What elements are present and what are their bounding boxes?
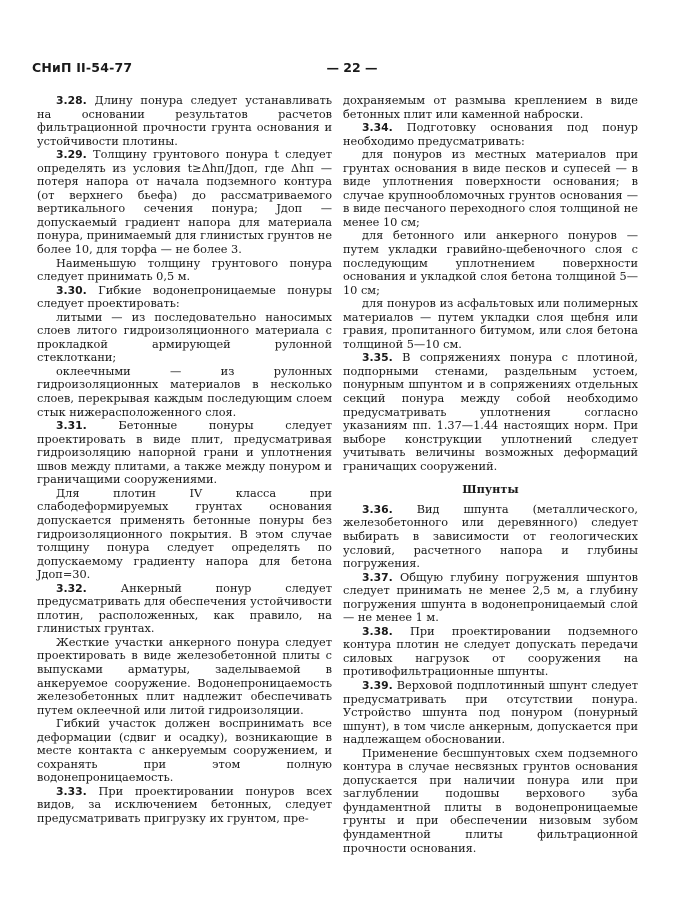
paragraph-text: Подготовку основания под понур необходимо предусматривать: [343, 121, 638, 148]
clause-number: 3.35. [362, 351, 393, 365]
paragraph-text: оклеечными — из рулонных гидроизоляционных материалов в несколько слоев, перекрывая каждым последующим слоем стык нижерасположенного слоя. [37, 364, 332, 419]
paragraph [343, 229, 638, 297]
section-heading: Шпунты [462, 482, 519, 497]
paragraph-text: Длину понура следует устанавливать на основании результатов расчетов фильтрационной прочности грунта основания и устойчивости плотины. [37, 94, 332, 148]
paragraph [37, 636, 332, 717]
clause-paragraph [343, 351, 638, 473]
left-column [37, 94, 332, 826]
clause-number: 3.32. [56, 581, 87, 595]
paragraph [37, 487, 332, 582]
clause-number: 3.29. [56, 148, 87, 162]
paragraph [37, 257, 332, 284]
clause-number: 3.38. [362, 624, 393, 638]
paragraph [343, 747, 638, 855]
paragraph-text: литыми — из последовательно наносимых слоев литого гидроизоляционного материала с прокладкой армирующей рулонной стеклоткани; [37, 310, 332, 365]
paragraph-text: В сопряжениях понура с плотиной, подпорными стенами, раздельным устоем, понурным шпунтом и в сопряжениях отдельных секций понура между собой необходимо предусматривать уплотнения согласно указаниям пп. 1.37—1.44 настоящих норм. При выборе конструкции уплотнений следует учитывать величины возможных деформаций граничащих сооружений. [343, 351, 638, 473]
right-column [343, 94, 638, 855]
clause-number: 3.30. [56, 283, 87, 297]
paragraph-text: для понуров из асфальтовых или полимерных материалов — путем укладки слоя щебня или гравия, пропитанного битумом, или слоя бетона толщиной 5—10 см. [343, 297, 638, 351]
paragraph [37, 365, 332, 419]
clause-paragraph [343, 625, 638, 679]
paragraph-text: Верховой подплотинный шпунт следует предусматривать при отсутствии понура. Устройство шпунта под понуром (понурный шпунт), в том числе анкерным, допускается при надлежащем обосновании. [343, 678, 638, 747]
page-number: — 22 — [326, 60, 378, 75]
clause-paragraph [37, 785, 332, 826]
paragraph-text: При проектировании подземного контура плотин не следует допускать передачи силовых нагрузок от сооружения на противофильтрационные шпунты. [343, 624, 638, 679]
clause-number: 3.37. [362, 570, 393, 584]
paragraph-text: Для плотин IV класса при слабодеформируемых грунтах основания допускается применять бетонные понуры без гидроизоляционного покрытия. В этом случае толщину понура следует определять по допускаемому градиенту напора для бетона Jдоп=30. [37, 486, 332, 582]
paragraph-text: Гибкий участок должен воспринимать все деформации (сдвиг и осадку), возникающие в месте контакта с анкеруемым сооружением, и сохранять при этом полную водонепроницаемость. [37, 717, 332, 785]
paragraph [37, 717, 332, 785]
paragraph-text: Анкерный понур следует предусматривать для обеспечения устойчивости плотин, расположенных, как правило, на глинистых грунтах. [37, 581, 332, 636]
document-code: СНиП II-54-77 [32, 60, 133, 75]
clause-number: 3.31. [56, 419, 87, 433]
clause-paragraph [37, 148, 332, 256]
paragraph [37, 311, 332, 365]
clause-number: 3.34. [362, 121, 393, 135]
paragraph-text: Бетонные понуры следует проектировать в виде плит, предусматривая гидроизоляцию напорной грани и уплотнения швов между плитами, а также между понуром и граничащими сооружениями. [37, 419, 332, 487]
clause-paragraph [37, 284, 332, 311]
paragraph-text: Толщину грунтового понура t следует определять из условия t≥Δhп/Jдоп, где Δhп — потеря напора от начала подземного контура (от верхнего бьефа) до рассматриваемого вертикального сечения понура; Jдоп — допускаемый градиент напора для материала понура, принимаемый для глинистых грунтов не более 10, для торфа — не более 3. [37, 148, 332, 257]
clause-number: 3.28. [56, 94, 87, 107]
paragraph-text: Жесткие участки анкерного понура следует проектировать в виде железобетонной плиты с выпусками арматуры, заделываемой в анкеруемое сооружение. Водонепроницаемость железобетонных плит надлежит обеспечивать путем оклеечной или литой гидроизоляции. [37, 635, 332, 717]
clause-paragraph [343, 679, 638, 747]
paragraph-text: Наименьшую толщину грунтового понура следует принимать 0,5 м. [37, 256, 332, 284]
paragraph [343, 148, 638, 229]
paragraph [343, 94, 638, 121]
paragraph-text: для понуров из местных материалов при грунтах основания в виде песков и супесей — в виде уплотнения поверхности основания; в случае крупнообломочных грунтов основания — в виде песчаного переходного слоя толщиной не менее 10 см; [343, 148, 638, 229]
page-header [32, 60, 644, 80]
clause-paragraph [37, 94, 332, 148]
paragraph-text: для бетонного или анкерного понуров — путем укладки гравийно-щебеночного слоя с последующим уплотнением поверхности основания и укладкой слоя бетона толщиной 5—10 см; [343, 229, 638, 297]
clause-paragraph [37, 582, 332, 636]
clause-paragraph [343, 571, 638, 625]
clause-number: 3.33. [56, 784, 87, 798]
paragraph-text: Гибкие водонепроницаемые понуры следует проектировать: [37, 283, 332, 311]
clause-paragraph [37, 419, 332, 487]
paragraph-text: Вид шпунта (металлического, железобетонного или деревянного) следует выбирать в зависимости от геологических условий, расчетного напора и глубины погружения. [343, 502, 638, 571]
paragraph [343, 297, 638, 351]
clause-number: 3.39. [362, 678, 393, 692]
paragraph-text: дохраняемым от размыва креплением в виде бетонных плит или каменной наброски. [343, 94, 638, 121]
paragraph-text: Общую глубину погружения шпунтов следует принимать не менее 2,5 м, а глубину погружения шпунта в водонепроницаемый слой — не менее 1 м. [343, 570, 638, 625]
clause-paragraph [343, 121, 638, 148]
paragraph-text: При проектировании понуров всех видов, за исключением бетонных, следует предусматривать пригрузку их грунтом, пре- [37, 784, 332, 825]
clause-number: 3.36. [362, 502, 393, 516]
clause-paragraph [343, 503, 638, 571]
paragraph-text: Применение бесшпунтовых схем подземного контура в случае несвязных грунтов основания допускается при наличии понура или при заглублении подошвы верхового зуба фундаментной плиты в водонепроницаемые грунты и при обеспечении низовым зубом фундаментной плиты фильтрационной прочности основания. [343, 746, 638, 855]
